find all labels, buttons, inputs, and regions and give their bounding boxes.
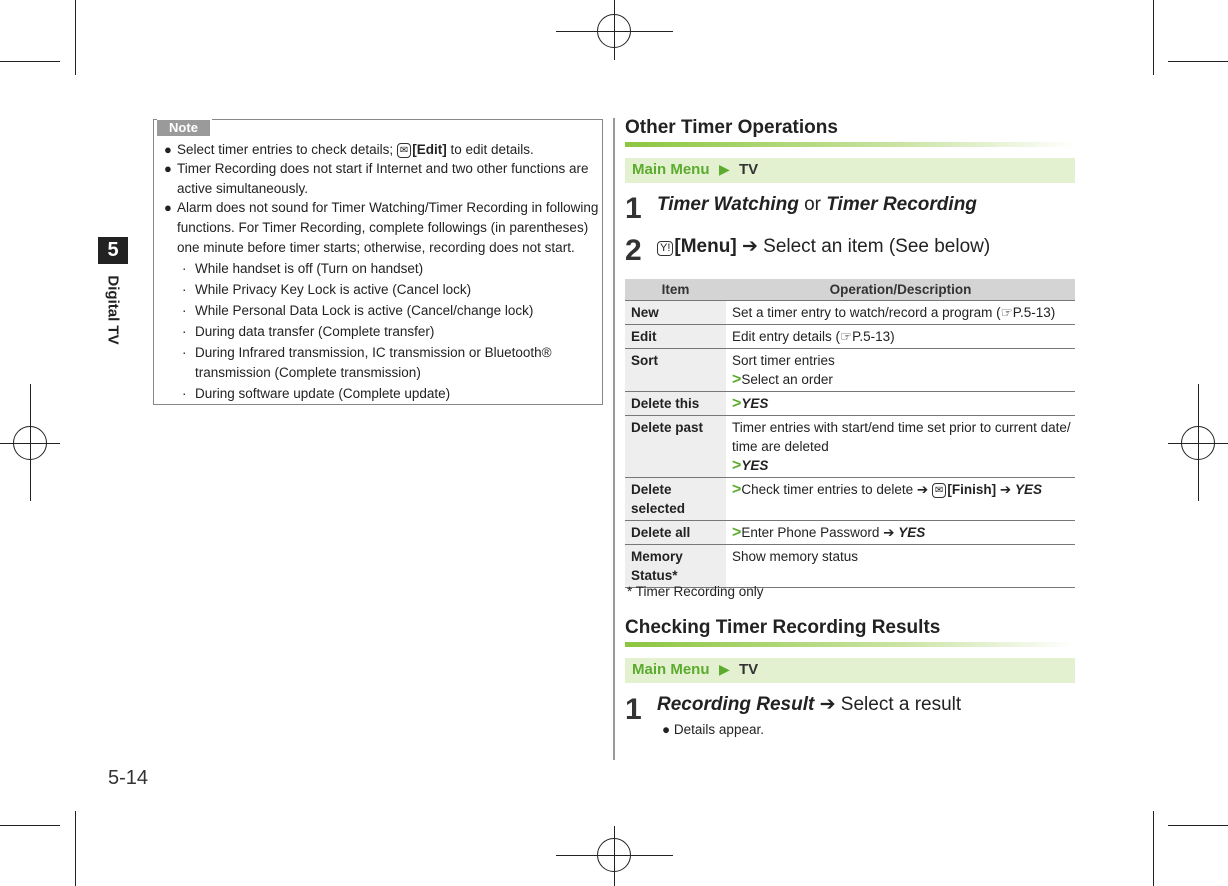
list-item-continued: transmission (Complete transmission) [195,365,421,380]
table-header: Operation/Description [726,279,1075,300]
table-row: Delete selected >Check timer entries to delete ➔ ✉ [Finish] ➔ YES [625,477,1075,520]
table-row: Delete this >YES [625,391,1075,415]
list-item: · While Privacy Key Lock is active (Cancel lock) [182,282,472,297]
step-number: 1 [625,192,642,225]
section-underline [625,142,1075,147]
column-divider [613,118,615,760]
step-number: 2 [625,234,642,267]
list-item: · While handset is off (Turn on handset) [182,261,424,276]
list-item: · During Infrared transmission, IC transmission or Bluetooth® [182,345,552,360]
list-item: · While Personal Data Lock is active (Cancel/change lock) [182,303,534,318]
table-row: Sort Sort timer entries >Select an order [625,348,1075,391]
yahoo-key-icon: Y! [657,241,673,256]
step-text: Y! [Menu] ➔ Select an item (See below) [657,235,990,259]
arrow-right-icon: ▶ [719,661,730,677]
table-row: Memory Status* Show memory status [625,544,1075,587]
bullet-icon: ● [164,142,172,157]
list-item: · During data transfer (Complete transfer) [182,324,435,339]
note-item: ● Alarm does not sound for Timer Watching/Timer Recording in following functions. For Timer Recording, complete followings (in parentheses) one minute before timer starts; otherwise, recording does not start. [164,200,599,255]
page-number: 5-14 [108,767,149,789]
menu-path: Main Menu ▶ TV [625,158,1075,183]
menu-path: Main Menu ▶ TV [625,658,1075,683]
chapter-number: 5 [98,237,128,264]
mail-key-icon: ✉ [397,143,411,158]
note-item: ● Select timer entries to check details; ✉ [Edit] to edit details. [164,140,534,160]
bullet-icon: ● [164,161,172,176]
footnote: * Timer Recording only [627,584,764,599]
section-underline [625,642,1075,647]
detail-note: ● Details appear. [662,722,764,737]
step-text: Timer Watching or Timer Recording [657,194,977,215]
note-label: Note [157,120,210,136]
table-row: Delete all >Enter Phone Password ➔ YES [625,520,1075,544]
section-title: Checking Timer Recording Results [625,617,941,638]
bullet-icon: ● [164,200,172,215]
note-item: ● Timer Recording does not start if Internet and two other functions are active simultaneously. [164,161,589,196]
list-item: · During software update (Complete update) [182,386,451,401]
chapter-title: Digital TV [104,275,122,345]
step-text: Recording Result ➔ Select a result [657,694,962,715]
bullet-icon: ● [662,722,674,737]
step-number: 1 [625,693,642,726]
operations-table [625,279,1075,588]
table-row: Delete past Timer entries with start/end time set prior to current date/ time are deleted >YES [625,415,1075,477]
mail-key-icon: ✉ [932,483,946,498]
table-row: Edit Edit entry details (☞P.5-13) [625,324,1075,348]
table-row: New Set a timer entry to watch/record a program (☞P.5-13) [625,300,1075,324]
section-title: Other Timer Operations [625,117,838,138]
table-header: Item [625,279,726,300]
arrow-right-icon: ▶ [719,161,730,177]
